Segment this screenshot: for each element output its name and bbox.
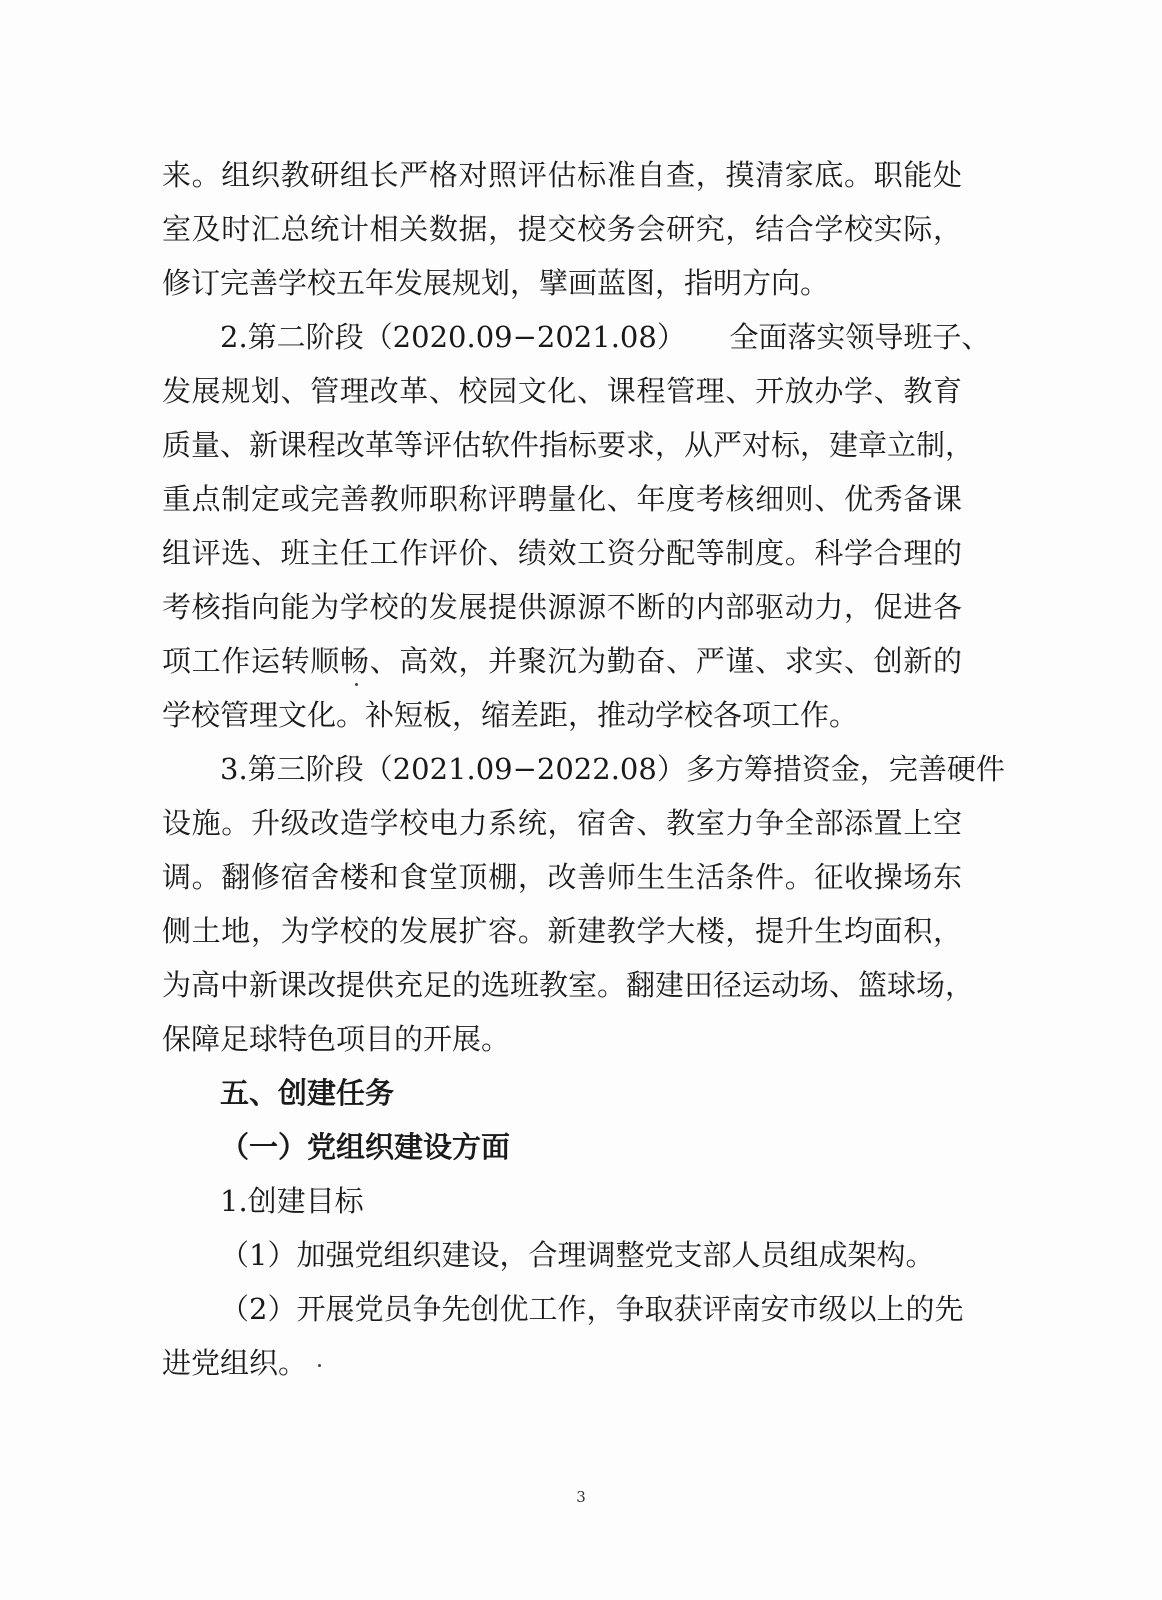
text-line: 侧土地，为学校的发展扩容。新建教学大楼，提升生均面积， bbox=[162, 914, 962, 948]
text-line: 修订完善学校五年发展规划，擘画蓝图，指明方向。 bbox=[162, 266, 830, 300]
page-number: 3 bbox=[576, 1488, 586, 1506]
scan-speck bbox=[318, 1364, 321, 1367]
text-line: 来。组织教研组长严格对照评估标准自查，摸清家底。职能处 bbox=[162, 158, 962, 192]
text-line: 设施。升级改造学校电力系统，宿舍、教室力争全部添置上空 bbox=[162, 806, 962, 840]
paragraph-stage-three bbox=[162, 742, 1005, 1066]
paragraph-continuation bbox=[162, 148, 962, 310]
text-line: 学校管理文化。补短板，缩差距，推动学校各项工作。 bbox=[162, 698, 859, 732]
text-line: 考核指向能为学校的发展提供源源不断的内部驱动力，促进各 bbox=[162, 590, 962, 624]
text-line: 调。翻修宿舍楼和食堂顶棚，改善师生生活条件。征收操场东 bbox=[162, 860, 962, 894]
text-line: 3.第三阶段（2021.09−2022.08）多方筹措资金，完善硬件 bbox=[220, 752, 1005, 786]
subsection-heading: （一）党组织建设方面 bbox=[220, 1130, 511, 1164]
document-body bbox=[162, 148, 1005, 1390]
text-line: 进党组织。 bbox=[162, 1346, 308, 1380]
text-line: 重点制定或完善教师职称评聘量化、年度考核细则、优秀备课 bbox=[162, 482, 962, 516]
text-line: 为高中新课改提供充足的选班教室。翻建田径运动场、篮球场， bbox=[162, 968, 975, 1002]
text-line: 组评选、班主任工作评价、绩效工资分配等制度。科学合理的 bbox=[162, 536, 962, 570]
text-line: 发展规划、管理改革、校园文化、课程管理、开放办学、教育 bbox=[162, 374, 962, 408]
list-item: （1）加强党组织建设，合理调整党支部人员组成架构。 bbox=[220, 1238, 935, 1272]
text-line: （2）开展党员争先创优工作，争取获评南安市级以上的先 bbox=[220, 1292, 964, 1326]
paragraph-stage-two bbox=[162, 310, 991, 742]
text-line: 保障足球特色项目的开展。 bbox=[162, 1022, 511, 1056]
text-line: 2.第二阶段（2020.09−2021.08） 全面落实领导班子、 bbox=[220, 320, 991, 354]
text-line: 项工作运转顺畅、高效，并聚沉为勤奋、严谨、求实、创新的 bbox=[162, 644, 962, 678]
scan-speck bbox=[355, 683, 358, 686]
list-item bbox=[162, 1282, 962, 1390]
text-line: 质量、新课程改革等评估软件指标要求，从严对标，建章立制， bbox=[162, 428, 975, 462]
text-line: 室及时汇总统计相关数据，提交校务会研究，结合学校实际， bbox=[162, 212, 962, 246]
section-heading: 五、创建任务 bbox=[220, 1076, 395, 1110]
sub-heading: 1.创建目标 bbox=[220, 1184, 364, 1218]
